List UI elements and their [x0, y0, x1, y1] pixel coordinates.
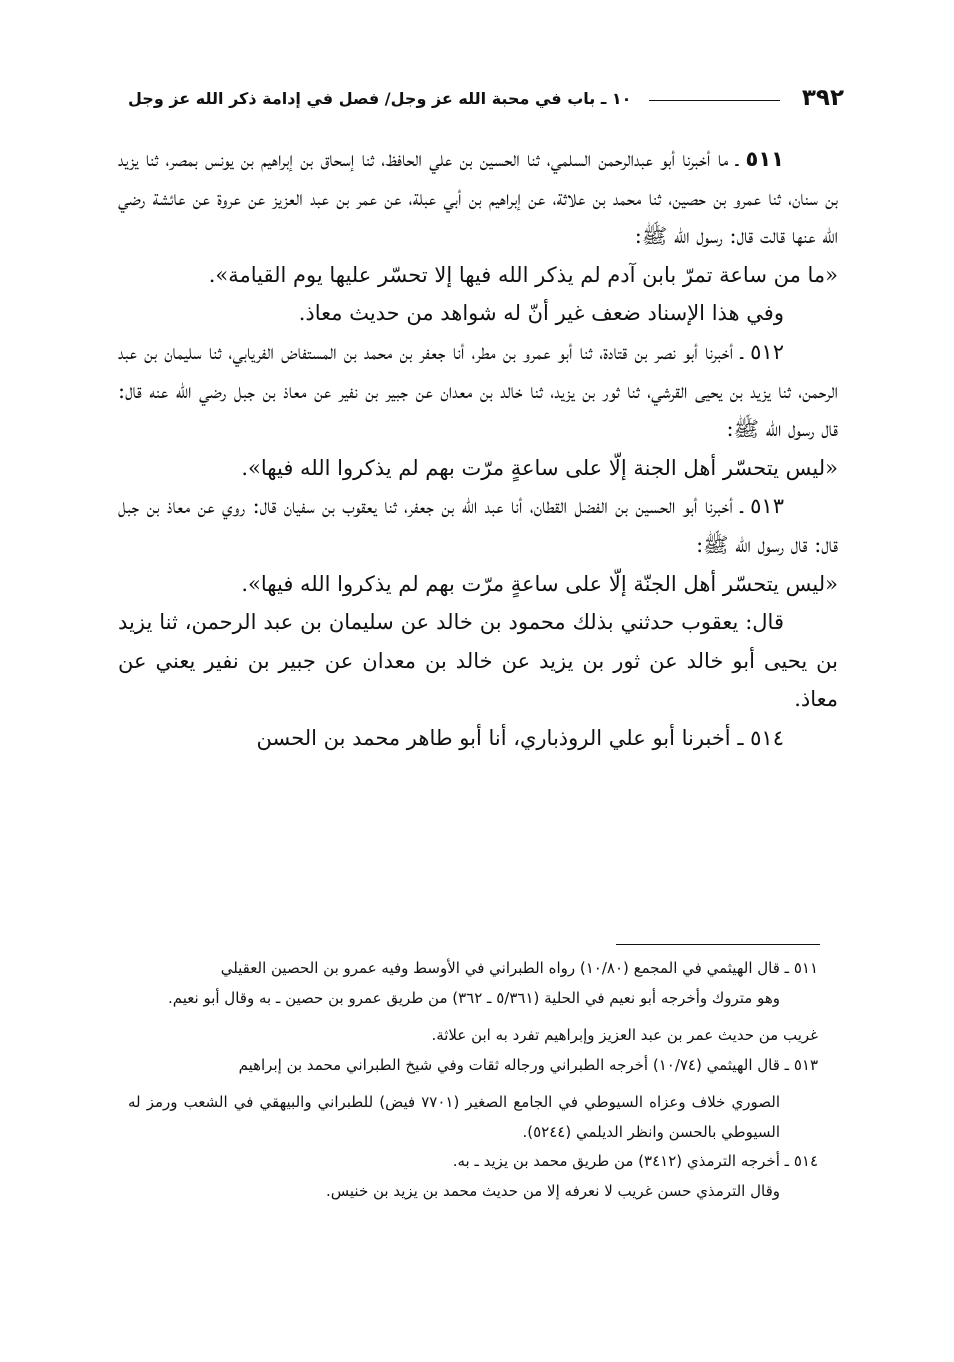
hadith-quote-511: «ما من ساعة تمرّ بابن آدم لم يذكر الله فيها إلا تحسّر عليها يوم القيامة». — [208, 262, 838, 287]
page-header — [128, 82, 844, 114]
paragraph-513-chain: قال: يعقوب حدثني بذلك محمود بن خالد عن سليمان بن عبد الرحمن، ثنا يزيد بن يحيى أبو خالد عن ثور بن يزيد عن خالد بن معدان عن جبير بن نفير يعني عن معاذ. — [118, 610, 838, 712]
hadith-quote-512: «ليس يتحسّر أهل الجنة إلّا على ساعةٍ مرّت بهم لم يذكروا الله فيها». — [241, 455, 838, 480]
paragraph-514: ٥١٤ ـ أخبرنا أبو علي الروذباري، أنا أبو طاهر محمد بن الحسن — [256, 725, 784, 750]
footnote-514-line2: وقال الترمذي حسن غريب لا نعرفه إلا من حديث محمد بن يزيد بن خنيس. — [326, 1181, 780, 1200]
footnote-511-line1: ٥١١ ـ قال الهيثمي في المجمع (١٠/٨٠) رواه الطبراني في الأوسط وفيه عمرو بن الحصين العقيلي — [220, 959, 818, 977]
footnote-separator — [616, 944, 820, 945]
footnote-511-line2: وهو متروك وأخرجه أبو نعيم في الحلية (٥/٣٦١ ـ ٣٦٢) من طريق عمرو بن حصين ـ به وقال أبو نعيم. — [167, 988, 780, 1007]
footnote-513-line1: ٥١٣ ـ قال الهيثمي (١٠/٧٤) أخرجه الطبراني ورجاله ثقات وفي شيخ الطبراني محمد بن إبراهيم — [238, 1055, 818, 1074]
paragraph-511-text: ـ ما أخبرنا أبو عبدالرحمن السلمي، ثنا الحسين بن علي الحافظ، ثنا إسحاق بن إبراهيم بن يونس بمصر، ثنا يزيد بن سنان، ثنا عمرو بن حصين، ثنا محمد بن علاثة، عن إبراهيم بن أبي عبلة، عن عمر بن عبد العزيز عن عروة عن عائشة رضي الله عنها قالت قال: رسول الله ﷺ: — [118, 147, 838, 249]
header-rule — [649, 100, 779, 101]
paragraph-513: ٥١٣ ـ أخبرنا أبو الحسين بن الفضل القطان، أنا عبد الله بن جعفر، ثنا يعقوب بن سفيان قال: روي عن معاذ بن جبل قال: قال رسول الله ﷺ: — [118, 494, 838, 557]
footnotes — [128, 954, 818, 1206]
running-title: ١٠ ـ باب في محبة الله عز وجل/ فصل في إدامة ذكر الله عز وجل — [128, 88, 632, 108]
hadith-number-511: ٥١١ — [745, 147, 784, 171]
isnad-note: وفي هذا الإسناد ضعف غير أنّ له شواهد من حديث معاذ. — [298, 301, 784, 326]
footnote-514-line1: ٥١٤ ـ أخرجه الترمذي (٣٤١٢) من طريق محمد بن يزيد ـ به. — [452, 1152, 818, 1170]
footnote-513-line2: الصوري خلاف وعزاه السيوطي في الجامع الصغير (٧٧٠١ فيض) للطبراني والبيهقي في الشعب ورمز له السيوطي بالحسن وانظر الديلمي (٥٢٤٤). — [128, 1093, 781, 1141]
paragraph-512: ٥١٢ ـ أخبرنا أبو نصر بن قتادة، ثنا أبو عمرو بن مطر، أنا جعفر بن محمد بن المستفاض الفريابي، ثنا سليمان بن عبد الرحمن، ثنا يزيد بن يحيى القرشي، ثنا ثور بن يزيد، ثنا خالد بن معدان عن جبير بن نفير عن معاذ بن جبل رضي الله عنه قال: قال رسول الله ﷺ: — [118, 339, 838, 442]
footnote-511-line3: غريب من حديث عمر بن عبد العزيز وإبراهيم تفرد به ابن علاثة. — [431, 1026, 818, 1044]
paragraph-511 — [118, 140, 838, 256]
page-number: ٣٩٢ — [801, 85, 844, 111]
hadith-quote-513: «ليس يتحسّر أهل الجنّة إلّا على ساعةٍ مرّت بهم لم يذكروا الله فيها». — [241, 571, 838, 596]
main-text — [118, 140, 838, 758]
